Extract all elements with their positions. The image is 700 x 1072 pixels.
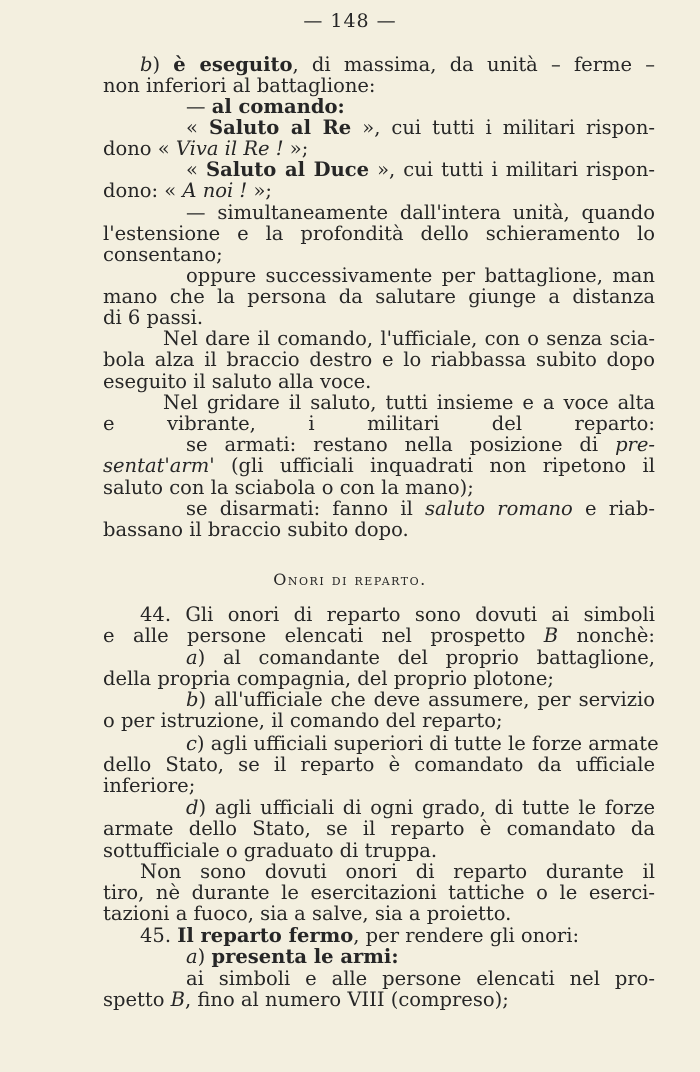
text-run: a [186, 945, 198, 968]
text-run: e alle persone elencati nel prospetto [103, 624, 544, 647]
text-line [103, 818, 655, 839]
text-run: dono « [103, 137, 176, 160]
text-line [103, 223, 655, 244]
text-line [103, 371, 655, 392]
text-run: « [186, 116, 209, 139]
text-run: al comando: [211, 95, 345, 118]
text-line [186, 498, 655, 519]
text-run: l'estensione e la profondità dello schieramento lo [103, 222, 655, 245]
text-run: bola alza il braccio destro e lo riabbassa subito dopo [103, 348, 655, 371]
text-run: della propria compagnia, del proprio plotone; [103, 667, 554, 690]
text-run: e riab- [572, 497, 655, 520]
text-run: bassano il braccio subito dopo. [103, 518, 409, 541]
text-run: », cui tutti i militari rispon- [369, 158, 655, 181]
text-line [103, 307, 655, 328]
text-run: », cui tutti i militari rispon- [351, 116, 655, 139]
text-line [186, 96, 655, 117]
text-run: nonchè: [558, 624, 655, 647]
text-run: sottufficiale o graduato di truppa. [103, 839, 438, 862]
text-run: saluto con la sciabola o con la mano); [103, 476, 474, 499]
text-line [103, 349, 655, 370]
text-run: oppure successivamente per battaglione, man [186, 264, 655, 287]
text-run: A noi ! [182, 179, 248, 202]
text-line [140, 925, 655, 946]
text-run: è eseguito [173, 53, 293, 76]
text-run: presenta le armi: [211, 945, 399, 968]
text-run: c [186, 732, 197, 755]
text-line [163, 392, 655, 413]
text-run: 45. [140, 924, 178, 947]
text-run: Viva il Re ! [175, 137, 284, 160]
text-line [140, 54, 655, 75]
text-line [186, 434, 655, 455]
text-line [140, 604, 655, 625]
text-line [186, 946, 655, 967]
text-run: sentat'arm' [103, 454, 215, 477]
text-run: pre- [615, 433, 655, 456]
text-line [103, 75, 655, 96]
text-run: B [543, 624, 559, 647]
text-run: « [186, 158, 206, 181]
text-line [103, 413, 655, 434]
text-run: ai simboli e alle persone elencati nel pro- [186, 967, 655, 990]
section-heading: Onori di reparto. [273, 570, 427, 589]
text-line [186, 797, 655, 818]
text-run: »; [247, 179, 272, 202]
text-run: Nel gridare il saluto, tutti insieme e a voce alta [163, 391, 655, 414]
text-line [103, 180, 655, 201]
text-line [186, 968, 655, 989]
text-run: spetto [103, 988, 171, 1011]
text-line [186, 732, 659, 755]
text-line [186, 117, 655, 138]
text-line [103, 519, 655, 540]
text-run: Non sono dovuti onori di reparto durante il [140, 860, 655, 883]
text-line [103, 989, 655, 1010]
text-run: mano che la persona da salutare giunge a distanza [103, 285, 655, 308]
text-run: non inferiori al battaglione: [103, 74, 376, 97]
text-line [186, 689, 655, 710]
text-run: se disarmati: fanno il [186, 497, 426, 520]
text-run: B [170, 988, 185, 1011]
text-line [163, 328, 655, 349]
text-run: , per rendere gli onori: [353, 924, 580, 947]
text-run: b [140, 53, 153, 76]
text-run: armate dello Stato, se il reparto è comandato da [103, 817, 655, 840]
text-run: , di massima, da unità – ferme – [292, 53, 655, 76]
text-run: ) [197, 945, 212, 968]
text-run: ) all'ufficiale che deve assumere, per servizio [198, 688, 655, 711]
text-line [103, 244, 655, 265]
text-run: b [186, 688, 199, 711]
text-line [186, 647, 655, 668]
text-run: o per istruzione, il comando del reparto; [103, 709, 503, 732]
text-run: saluto romano [425, 497, 573, 520]
text-line [103, 138, 655, 159]
text-run: tazioni a fuoco, sia a salve, sia a proietto. [103, 902, 512, 925]
text-run: di 6 passi. [103, 306, 204, 329]
text-run: ) agli ufficiali superiori di tutte le forze armate [196, 732, 659, 755]
text-line [103, 903, 655, 924]
text-run: d [186, 796, 199, 819]
text-run: e vibrante, i militari del reparto: [103, 412, 655, 435]
text-run: — simultaneamente dall'intera unità, quando [186, 201, 655, 224]
text-line [103, 840, 655, 861]
text-run: Il reparto fermo [177, 924, 354, 947]
text-line [186, 202, 655, 223]
text-run: se armati: restano nella posizione di [186, 433, 616, 456]
text-run: inferiore; [103, 774, 196, 797]
text-line [186, 265, 655, 286]
text-run: Nel dare il comando, l'ufficiale, con o senza scia- [163, 327, 655, 350]
text-run: consentano; [103, 243, 223, 266]
text-run: a [186, 646, 198, 669]
text-line [103, 882, 655, 903]
text-line [103, 754, 655, 775]
text-line [103, 455, 655, 476]
text-line [103, 477, 655, 498]
text-run: Saluto al Re [208, 116, 352, 139]
text-line [103, 286, 655, 307]
text-run: »; [283, 137, 309, 160]
text-run: — [186, 95, 212, 118]
text-run: dello Stato, se il reparto è comandato da ufficiale [103, 753, 655, 776]
text-line [103, 710, 655, 731]
text-run: Saluto al Duce [206, 158, 370, 181]
text-run: (gli ufficiali inquadrati non ripetono il [214, 454, 655, 477]
text-line [140, 861, 655, 882]
text-line [103, 625, 655, 646]
text-run: ) [152, 53, 174, 76]
text-run: 44. Gli onori di reparto sono dovuti ai simboli [140, 603, 655, 626]
text-line [103, 775, 655, 796]
text-run: tiro, nè durante le esercitazioni tattiche o le eserci- [103, 881, 655, 904]
text-run: , fino al numero VIII (compreso); [184, 988, 509, 1011]
text-run: ) al comandante del proprio battaglione, [197, 646, 655, 669]
page-number: — 148 — [303, 10, 397, 32]
text-line [103, 668, 655, 689]
text-line [186, 159, 655, 180]
text-run: ) agli ufficiali di ogni grado, di tutte le forze [198, 796, 655, 819]
text-run: dono: « [103, 179, 183, 202]
text-run: eseguito il saluto alla voce. [103, 370, 372, 393]
